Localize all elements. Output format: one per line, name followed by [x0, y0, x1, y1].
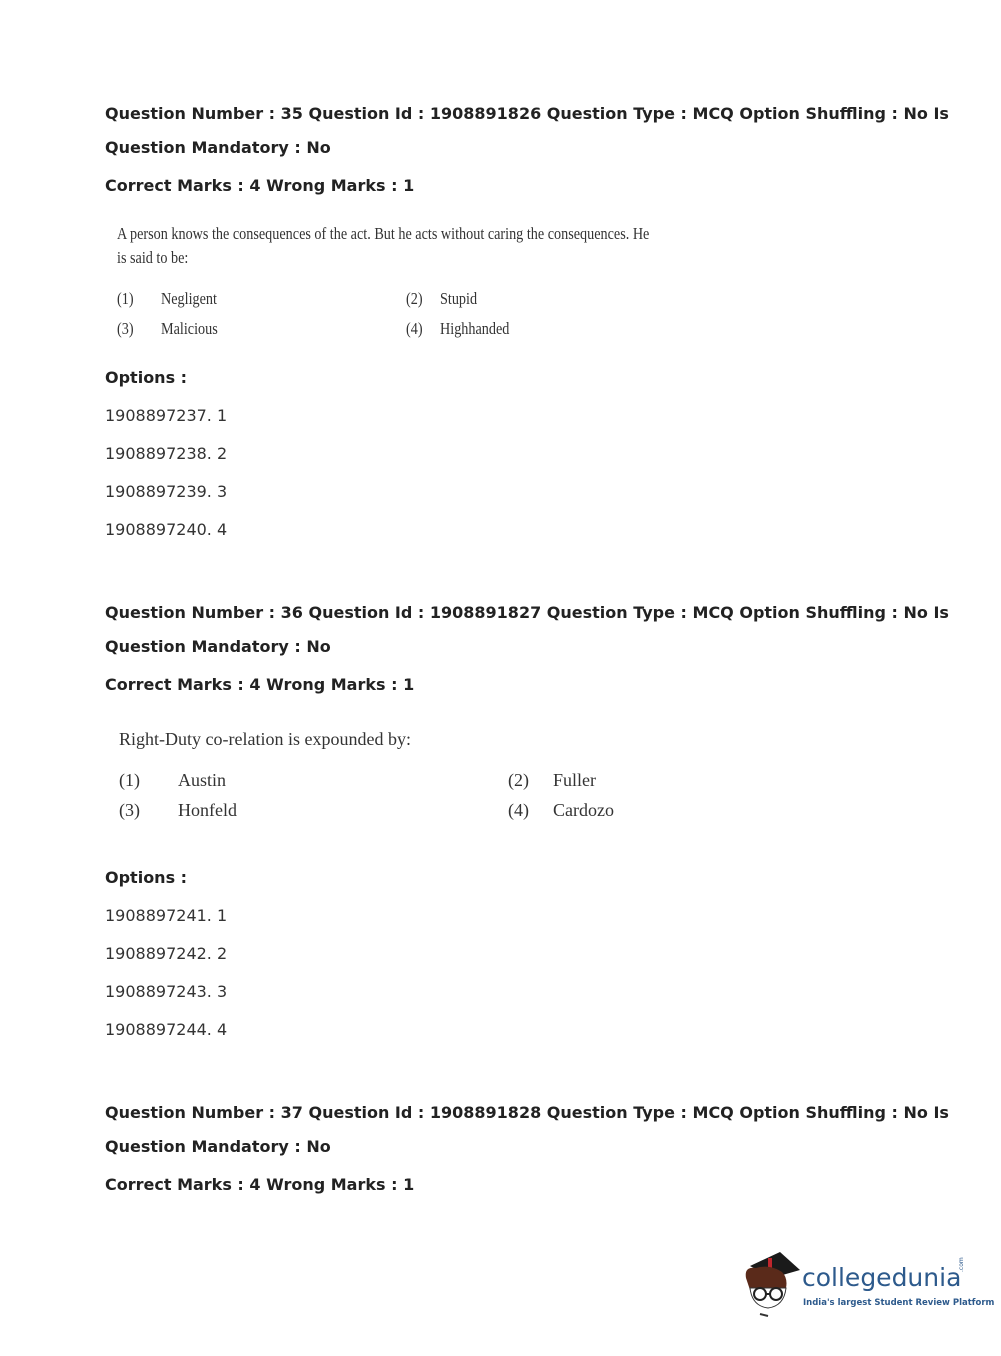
question-marks: Correct Marks : 4 Wrong Marks : 1 — [105, 176, 415, 195]
choice-number: (1) — [117, 289, 134, 308]
choice-number: (2) — [406, 289, 423, 308]
question-header: Question Number : 37 Question Id : 1908891828 Question Type : MCQ Option Shuffling : No Is — [105, 1103, 949, 1122]
logo-tagline: India's largest Student Review Platform — [803, 1298, 995, 1308]
question-header: Question Number : 35 Question Id : 1908891826 Question Type : MCQ Option Shuffling : No Is — [105, 104, 949, 123]
question-text: A person knows the consequences of the act. But he acts without caring the consequences. He — [117, 224, 650, 243]
question-marks: Correct Marks : 4 Wrong Marks : 1 — [105, 1175, 415, 1194]
choice-number: (4) — [508, 800, 529, 820]
options-label: Options : — [105, 868, 188, 887]
question-mandatory: Question Mandatory : No — [105, 1137, 331, 1156]
choice-text: Stupid — [440, 289, 478, 308]
question-header: Question Number : 36 Question Id : 1908891827 Question Type : MCQ Option Shuffling : No Is — [105, 603, 949, 622]
question-text: is said to be: — [117, 248, 189, 267]
options-label: Options : — [105, 368, 188, 387]
choice-text: Cardozo — [553, 800, 614, 820]
question-marks: Correct Marks : 4 Wrong Marks : 1 — [105, 675, 415, 694]
option-item: 1908897239. 3 — [105, 482, 228, 501]
question-text: Right-Duty co-relation is expounded by: — [119, 729, 411, 749]
mascot-icon — [742, 1248, 802, 1318]
choice-number: (3) — [117, 319, 134, 338]
choice-text: Fuller — [553, 770, 596, 790]
choice-text: Negligent — [161, 289, 217, 308]
choice-text: Malicious — [161, 319, 218, 338]
option-item: 1908897242. 2 — [105, 944, 228, 963]
choice-text: Austin — [178, 770, 227, 790]
choice-number: (3) — [119, 800, 140, 820]
option-item: 1908897244. 4 — [105, 1020, 228, 1039]
option-item: 1908897237. 1 — [105, 406, 228, 425]
option-item: 1908897241. 1 — [105, 906, 228, 925]
choice-number: (2) — [508, 770, 529, 790]
option-item: 1908897243. 3 — [105, 982, 228, 1001]
choice-number: (4) — [406, 319, 423, 338]
logo-suffix: .com — [958, 1257, 965, 1272]
option-item: 1908897238. 2 — [105, 444, 228, 463]
choice-text: Highhanded — [440, 319, 510, 338]
question-mandatory: Question Mandatory : No — [105, 138, 331, 157]
logo-wordmark: collegedunia — [802, 1263, 962, 1292]
question-mandatory: Question Mandatory : No — [105, 637, 331, 656]
option-item: 1908897240. 4 — [105, 520, 228, 539]
choice-number: (1) — [119, 770, 140, 790]
choice-text: Honfeld — [178, 800, 237, 820]
